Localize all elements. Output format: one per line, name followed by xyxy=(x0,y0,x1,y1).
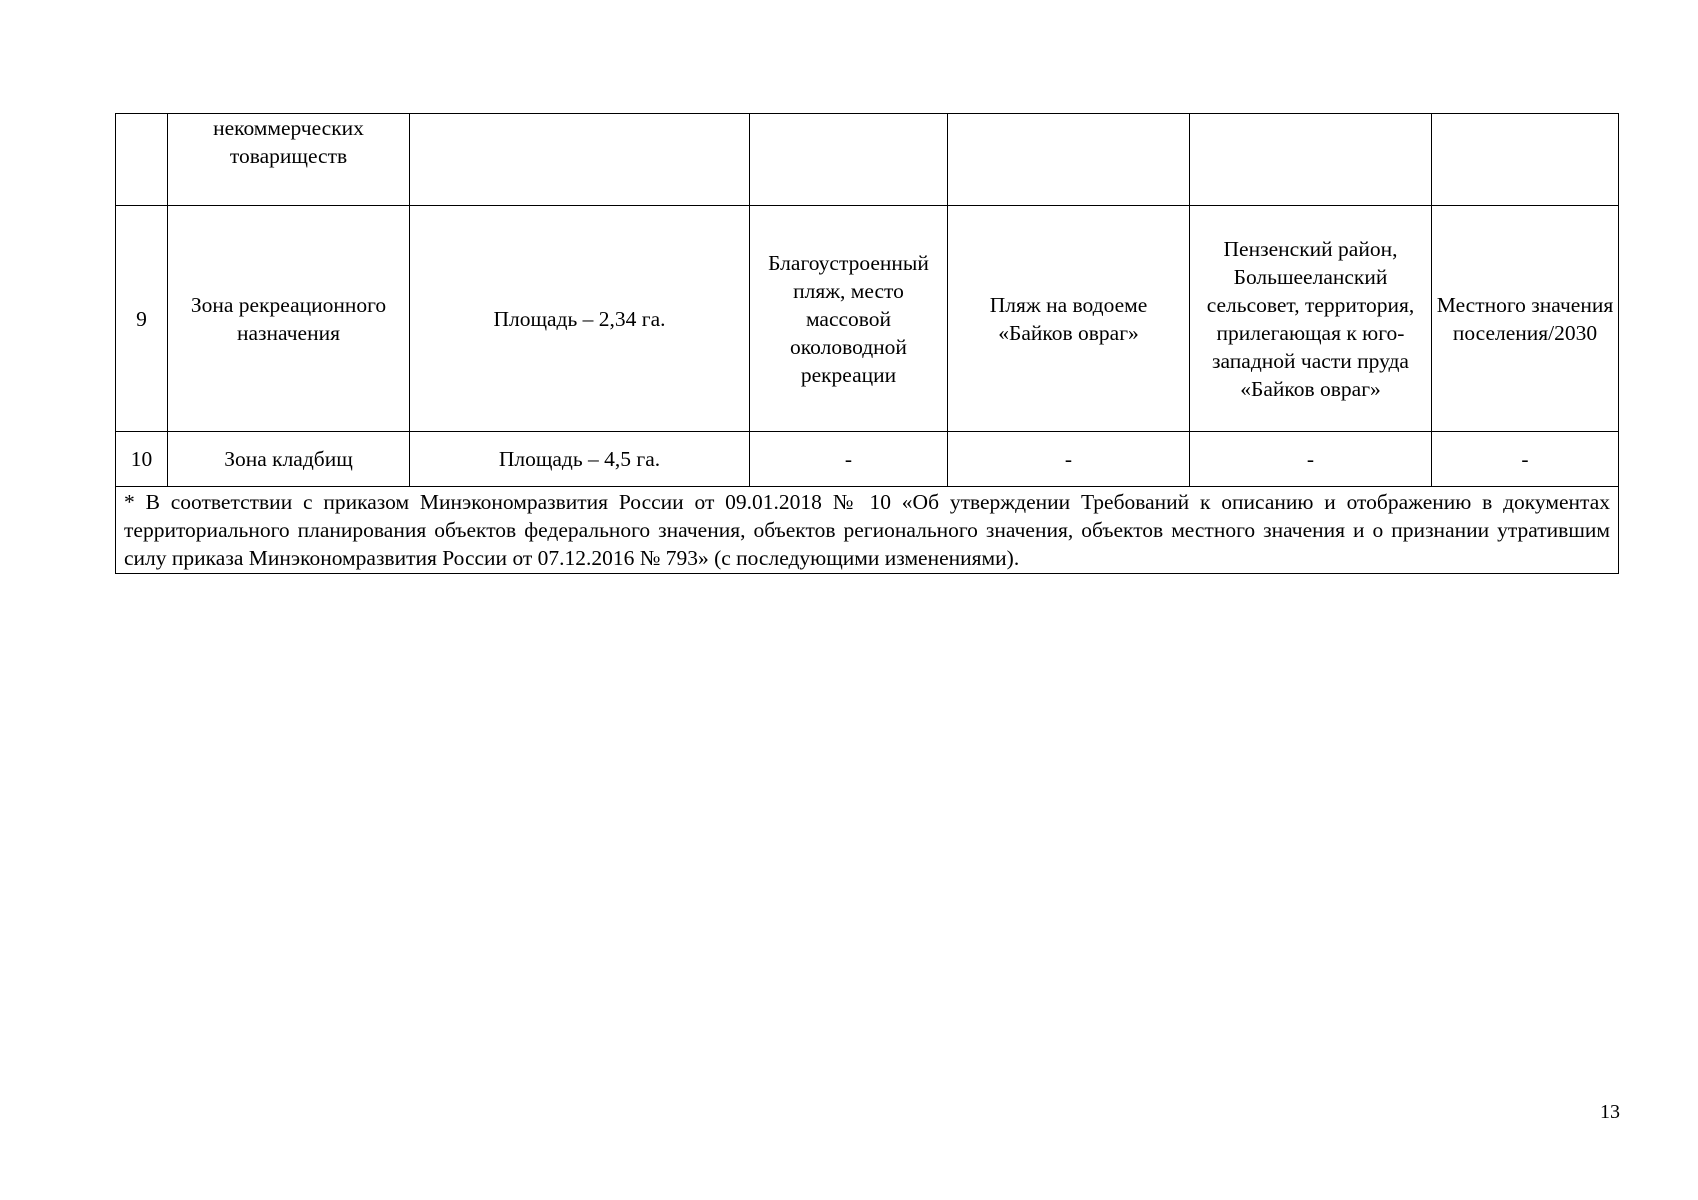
cell-parameters xyxy=(410,114,750,206)
cell-parameters: Площадь – 2,34 га. xyxy=(410,206,750,432)
cell-number: 10 xyxy=(116,432,168,487)
cell-location: - xyxy=(1190,432,1432,487)
cell-location: Пензенский район, Большееланский сельсовет, территория, прилегающая к юго-западной части пруда «Байков овраг» xyxy=(1190,206,1432,432)
page-number: 13 xyxy=(1600,1101,1620,1123)
footnote-row xyxy=(116,487,1619,574)
table-row-continuation xyxy=(116,114,1619,206)
cell-object xyxy=(948,114,1190,206)
cell-parameters: Площадь – 4,5 га. xyxy=(410,432,750,487)
cell-zone-name: Зона рекреационного назначения xyxy=(168,206,410,432)
table-row xyxy=(116,206,1619,432)
cell-number: 9 xyxy=(116,206,168,432)
cell-purpose xyxy=(750,114,948,206)
footnote-text: * В соответствии с приказом Минэкономразвития России от 09.01.2018 № 10 «Об утверждении Требований к описанию и отображению в документах территориального планирования объектов федерального значения, объектов регионального значения, объектов местного значения и о признании утратившим силу приказа Минэкономразвития России от 07.12.2016 № 793» (с последующими изменениями). xyxy=(116,487,1619,574)
cell-number xyxy=(116,114,168,206)
zones-table xyxy=(115,113,1619,574)
cell-purpose: - xyxy=(750,432,948,487)
cell-significance xyxy=(1432,114,1619,206)
table-row xyxy=(116,432,1619,487)
cell-zone-name: Зона кладбищ xyxy=(168,432,410,487)
cell-significance: - xyxy=(1432,432,1619,487)
cell-object: - xyxy=(948,432,1190,487)
cell-object: Пляж на водоеме «Байков овраг» xyxy=(948,206,1190,432)
cell-significance: Местного значения поселения/2030 xyxy=(1432,206,1619,432)
cell-location xyxy=(1190,114,1432,206)
cell-zone-name: некоммерческих товариществ xyxy=(168,114,410,206)
cell-purpose: Благоустроенный пляж, место массовой околоводной рекреации xyxy=(750,206,948,432)
